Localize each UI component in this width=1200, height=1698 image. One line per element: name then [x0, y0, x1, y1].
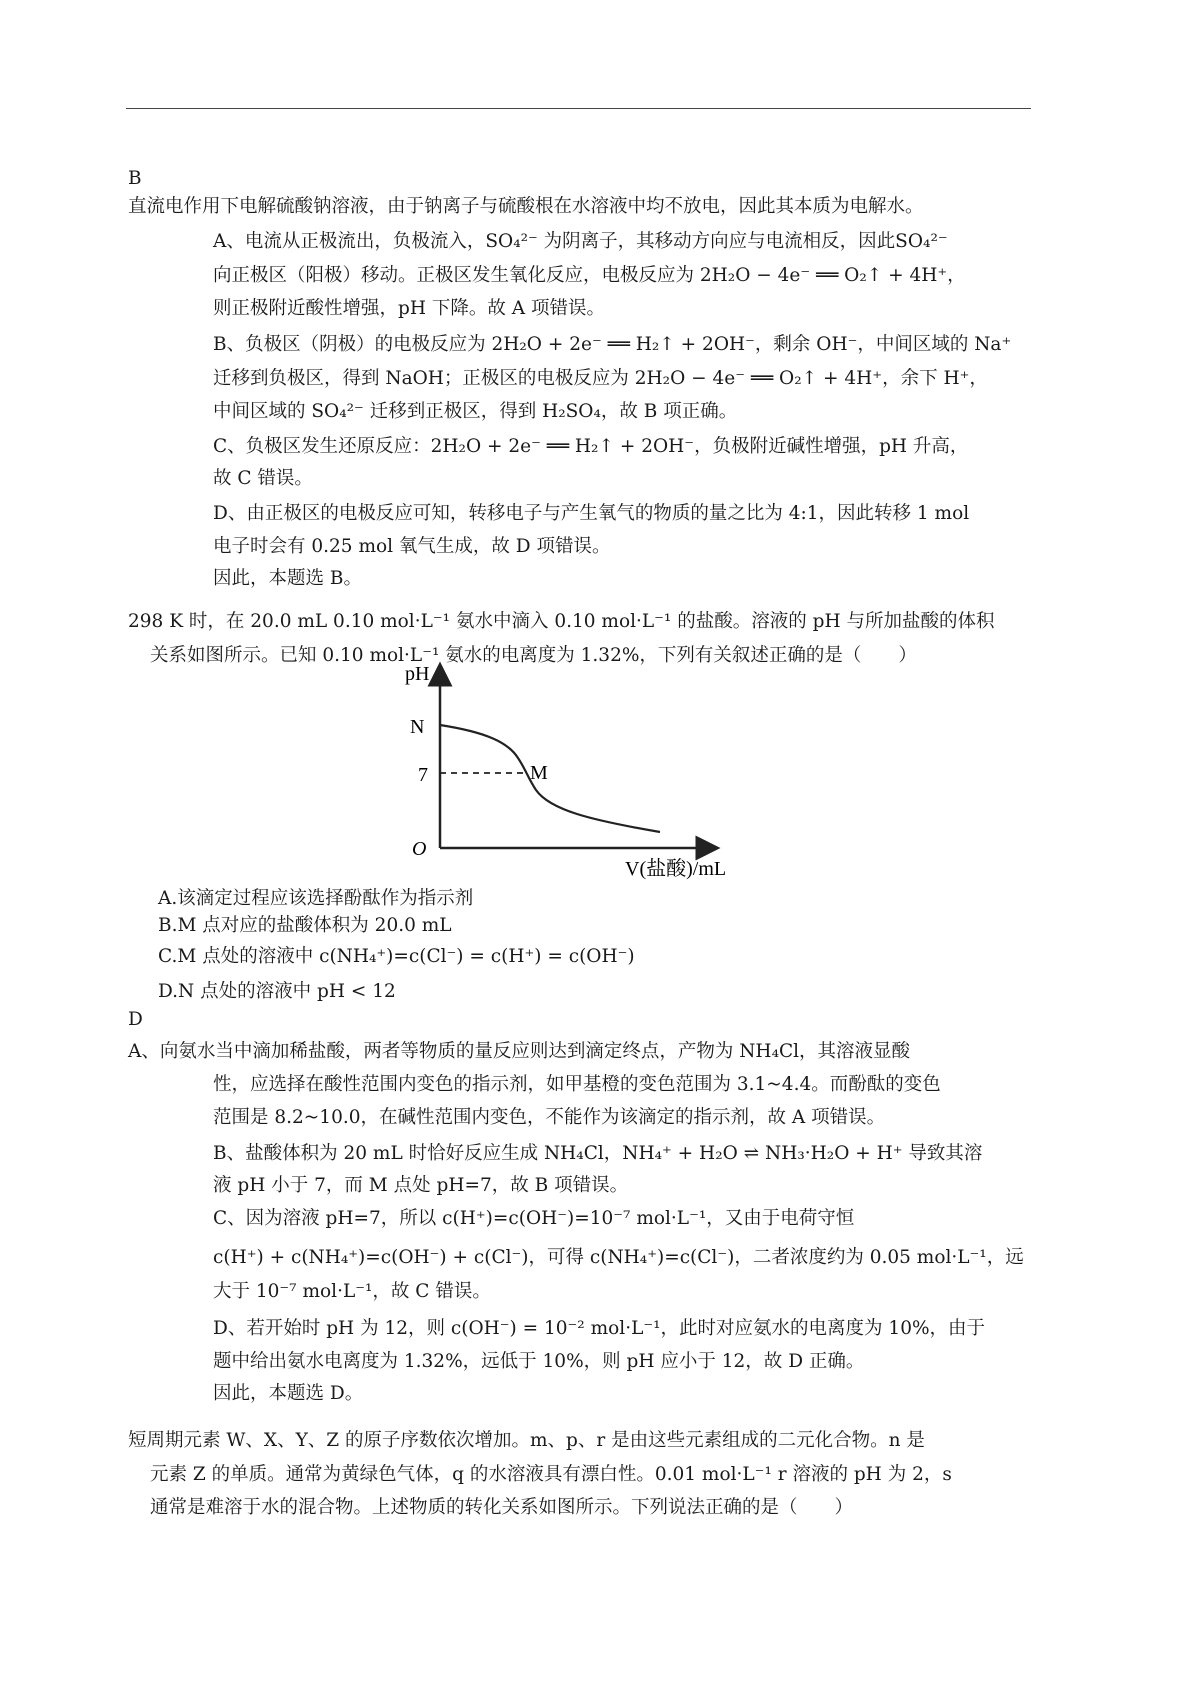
q2-expl-a2: 性，应选择在酸性范围内变色的指示剂，如甲基橙的变色范围为 3.1~4.4。而酚酞的变色	[213, 1074, 941, 1095]
q2-expl-c3: 大于 10⁻⁷ mol·L⁻¹，故 C 错误。	[213, 1281, 491, 1302]
q2-expl-b1: B、盐酸体积为 20 mL 时恰好反应生成 NH₄Cl，NH₄⁺ + H₂O ⇌ NH₃·H₂O + H⁺ 导致其溶	[213, 1143, 983, 1164]
q1-line-a2: 向正极区（阳极）移动。正极区发生氧化反应，电极反应为 2H₂O − 4e⁻ ══ O₂↑ + 4H⁺，	[213, 265, 966, 286]
q2-stem-line1: 298 K 时，在 20.0 mL 0.10 mol·L⁻¹ 氨水中滴入 0.10 mol·L⁻¹ 的盐酸。溶液的 pH 与所加盐酸的体积	[128, 611, 995, 632]
q1-line-b1: B、负极区（阴极）的电极反应为 2H₂O + 2e⁻ ══ H₂↑ + 2OH⁻，剩余 OH⁻，中间区域的 Na⁺	[213, 334, 1012, 355]
titration-graph	[390, 660, 770, 880]
q1-line-c1: C、负极区发生还原反应：2H₂O + 2e⁻ ══ H₂↑ + 2OH⁻，负极附近碱性增强，pH 升高，	[213, 436, 969, 457]
q1-line-b2: 迁移到负极区，得到 NaOH；正极区的电极反应为 2H₂O − 4e⁻ ══ O₂↑ + 4H⁺，余下 H⁺，	[213, 368, 988, 389]
y-axis-label: pH	[405, 663, 430, 685]
q1-answer: B	[128, 168, 142, 189]
point-m-label: M	[530, 762, 548, 784]
q2-expl-b2: 液 pH 小于 7，而 M 点处 pH=7，故 B 项错误。	[213, 1175, 629, 1196]
q2-expl-c1: C、因为溶液 pH=7，所以 c(H⁺)=c(OH⁻)=10⁻⁷ mol·L⁻¹，又由于电荷守恒	[213, 1208, 855, 1229]
titration-curve	[440, 725, 660, 832]
q3-stem-line2: 元素 Z 的单质。通常为黄绿色气体，q 的水溶液具有漂白性。0.01 mol·L⁻¹ r 溶液的 pH 为 2，s	[150, 1464, 952, 1485]
q2-expl-c2: c(H⁺) + c(NH₄⁺)=c(OH⁻) + c(Cl⁻)，可得 c(NH₄⁺)=c(Cl⁻)，二者浓度约为 0.05 mol·L⁻¹，远	[213, 1247, 1024, 1268]
q2-option-d: D.N 点处的溶液中 pH < 12	[158, 981, 396, 1002]
point-n-label: N	[410, 716, 425, 738]
q2-expl-a3: 范围是 8.2~10.0，在碱性范围内变色，不能作为该滴定的指示剂，故 A 项错误。	[213, 1107, 886, 1128]
x-axis-label: V(盐酸)/mL	[625, 858, 727, 880]
origin-label: O	[412, 838, 427, 860]
q2-option-c: C.M 点处的溶液中 c(NH₄⁺)=c(Cl⁻) = c(H⁺) = c(OH⁻)	[158, 946, 635, 967]
q3-stem-line3: 通常是难溶于水的混合物。上述物质的转化关系如图所示。下列说法正确的是（ ）	[150, 1497, 854, 1518]
q2-expl-d2: 题中给出氨水电离度为 1.32%，远低于 10%，则 pH 应小于 12，故 D 正确。	[213, 1351, 865, 1372]
q1-conclusion: 因此，本题选 B。	[213, 568, 362, 589]
q1-summary: 直流电作用下电解硫酸钠溶液，由于钠离子与硫酸根在水溶液中均不放电，因此其本质为电解水。	[128, 196, 924, 217]
q1-line-c2: 故 C 错误。	[213, 468, 313, 489]
q1-line-a1: A、电流从正极流出，负极流入，SO₄²⁻ 为阴离子，其移动方向应与电流相反，因此SO₄²⁻	[213, 231, 948, 252]
q1-line-a3: 则正极附近酸性增强，pH 下降。故 A 项错误。	[213, 298, 605, 319]
q2-stem-line2: 关系如图所示。已知 0.10 mol·L⁻¹ 氨水的电离度为 1.32%，下列有关叙述正确的是（ ）	[150, 645, 917, 666]
q2-option-b: B.M 点对应的盐酸体积为 20.0 mL	[158, 915, 452, 936]
header-rule	[126, 108, 1031, 109]
q1-line-b3: 中间区域的 SO₄²⁻ 迁移到正极区，得到 H₂SO₄，故 B 项正确。	[213, 401, 738, 422]
q1-line-d1: D、由正极区的电极反应可知，转移电子与产生氧气的物质的量之比为 4:1，因此转移 1 mol	[213, 503, 970, 524]
q1-line-d2: 电子时会有 0.25 mol 氧气生成，故 D 项错误。	[213, 536, 611, 557]
q3-stem-line1: 短周期元素 W、X、Y、Z 的原子序数依次增加。m、p、r 是由这些元素组成的二元化合物。n 是	[128, 1430, 925, 1451]
q2-expl-a1: A、向氨水当中滴加稀盐酸，两者等物质的量反应则达到滴定终点，产物为 NH₄Cl，其溶液显酸	[128, 1041, 911, 1062]
q2-conclusion: 因此，本题选 D。	[213, 1383, 364, 1404]
q2-expl-d1: D、若开始时 pH 为 12，则 c(OH⁻) = 10⁻² mol·L⁻¹，此时对应氨水的电离度为 10%，由于	[213, 1318, 986, 1339]
q2-option-a: A.该滴定过程应该选择酚酞作为指示剂	[158, 888, 474, 909]
q2-answer: D	[128, 1009, 143, 1030]
tick-7-label: 7	[418, 764, 428, 786]
